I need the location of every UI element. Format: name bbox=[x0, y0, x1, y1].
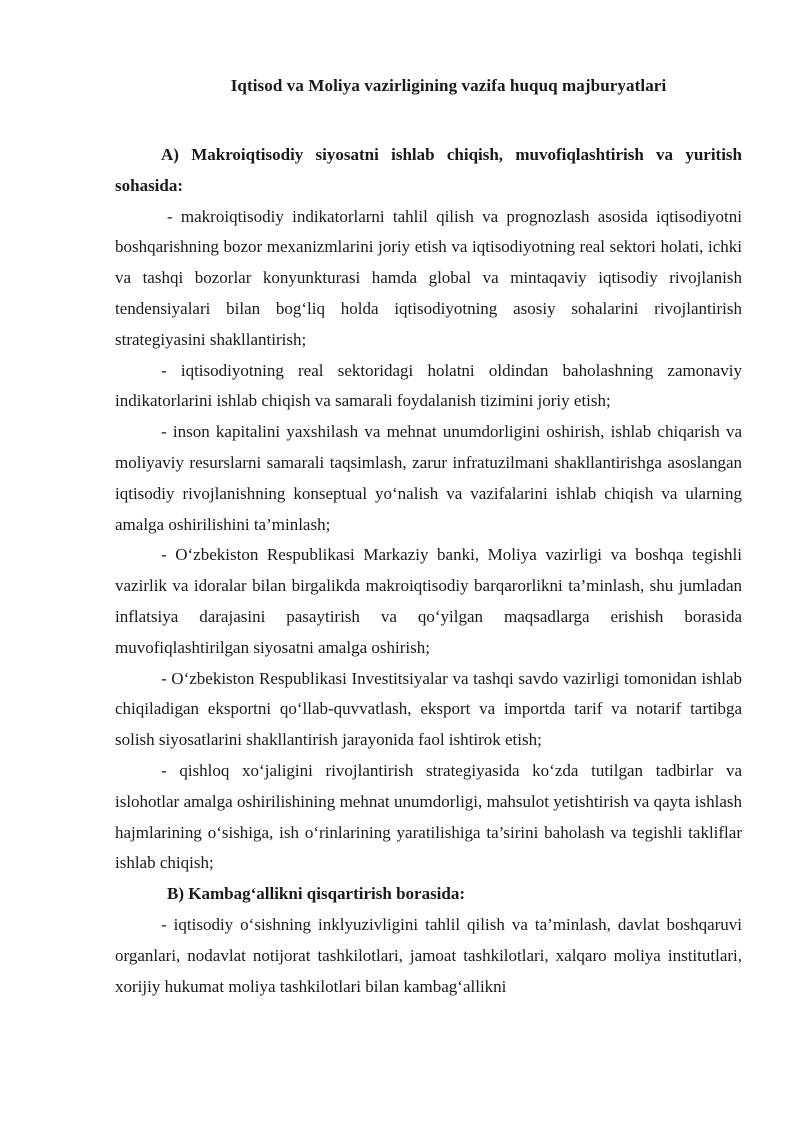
section-b-item-1: - iqtisodiy o‘sishning inklyuzivligini tahlil qilish va ta’minlash, davlat boshqaruvi organlari, nodavlat notijorat tashkilotlari, jamoat tashkilotlari, xalqaro moliya institutlari, xorijiy hukumat moliya tashkilotlari bilan kambag‘allikni bbox=[115, 914, 742, 996]
section-a-item-6: - qishloq xo‘jaligini rivojlantirish strategiyasida ko‘zda tutilgan tadbirlar va islohotlar amalga oshirilishining mehnat unumdorligi, mahsulot yetishtirish va qayta ishlash hajmlarining o‘sishiga, ish o‘rinlarining yaratilishiga ta’sirini baholash va tegishli takliflar ishlab chiqish; bbox=[115, 760, 742, 873]
section-a-item-5: - O‘zbekiston Respublikasi Investitsiyalar va tashqi savdo vazirligi tomonidan ishlab chiqiladigan eksportni qo‘llab-quvvatlash, eksport va importda tarif va notarif tartibga solish siyosatlarini shakllantirish jarayonida faol ishtirok etish; bbox=[115, 668, 742, 750]
section-a-item-3: - inson kapitalini yaxshilash va mehnat unumdorligini oshirish, ishlab chiqarish va moliyaviy resurslarni samarali taqsimlash, zarur infratuzilmani shakllantirishga asoslangan iqtisodiy rivojlanishning konseptual yo‘nalish va vazifalarini ishlab chiqish va ularning amalga oshirilishini ta’minlash; bbox=[115, 422, 742, 534]
section-a-item-2: - iqtisodiyotning real sektoridagi holatni oldindan baholashning zamonaviy indikatorlarini ishlab chiqish va samarali foydalanish tizimini joriy etish; bbox=[115, 360, 742, 411]
section-b-heading: B) Kambag‘allikni qisqartirish borasida: bbox=[167, 884, 466, 904]
document-title: Iqtisod va Moliya vazirligining vazifa huquq majburyatlari bbox=[230, 76, 667, 95]
section-a-item-1: - makroiqtisodiy indikatorlarni tahlil qilish va prognozlash asosida iqtisodiyotni boshqarishning bozor mexanizmlarini joriy etish va iqtisodiyotning real sektori holati, ichki va tashqi bozorlar konyunkturasi hamda global va mintaqaviy iqtisodiy rivojlanish tendensiyalari bilan bog‘liq holda iqtisodiyotning asosiy sohalarini rivojlantirish strategiyasini shakllantirish; bbox=[115, 206, 742, 349]
document-page bbox=[115, 0, 742, 1131]
document-body bbox=[115, 140, 742, 1002]
section-a-heading: A) Makroiqtisodiy siyosatni ishlab chiqish, muvofiqlashtirish va yuritish sohasida: bbox=[115, 145, 742, 195]
section-a-item-4: - O‘zbekiston Respublikasi Markaziy banki, Moliya vazirligi va boshqa tegishli vazirlik va idoralar bilan birgalikda makroiqtisodiy barqarorlikni ta’minlash, shu jumladan inflatsiya darajasini pasaytirish va qo‘yilgan maqsadlarga erishish borasida muvofiqlashtirilgan siyosatni amalga oshirish; bbox=[115, 545, 742, 657]
